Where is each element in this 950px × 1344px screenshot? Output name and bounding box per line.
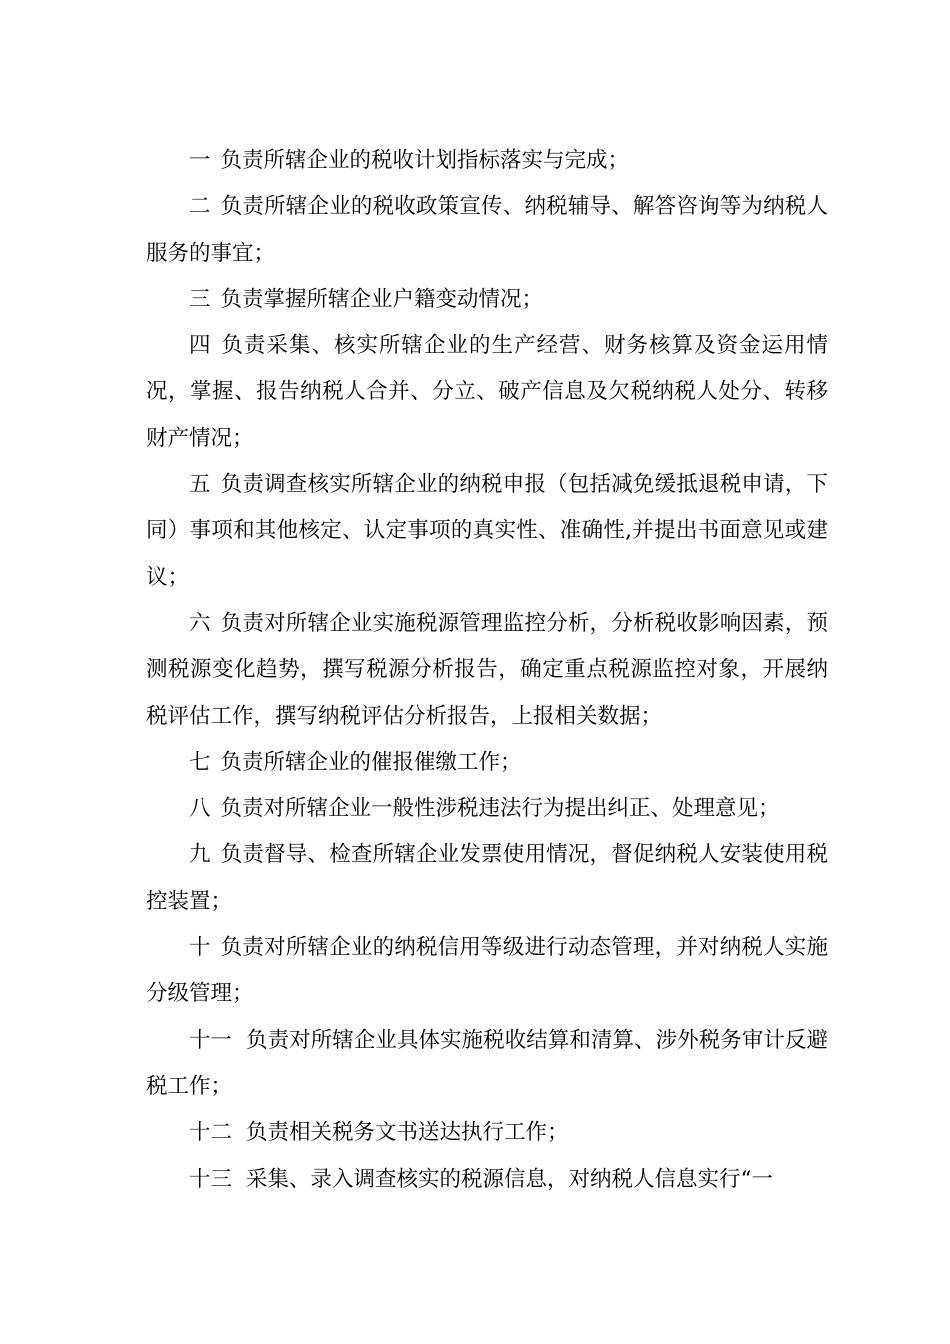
item-text: 负责所辖企业的税收政策宣传、纳税辅导、解答咨询等为纳税人服务的事宜； [146,194,828,266]
list-item [146,1110,828,1156]
item-text: 负责督导、检查所辖企业发票使用情况，督促纳税人安装使用税控装置； [146,842,828,914]
list-item [146,1157,828,1203]
item-number: 一 [189,148,211,173]
item-number: 七 [189,749,211,775]
item-number: 五 [189,472,211,498]
item-text: 负责所辖企业的税收计划指标落实与完成； [220,148,630,173]
item-text: 负责对所辖企业具体实施税收结算和清算、涉外税务审计反避税工作； [146,1027,828,1099]
list-item [146,323,828,462]
item-number: 十 [189,935,211,961]
item-text: 采集、录入调查核实的税源信息，对纳税人信息实行“一 [246,1166,774,1192]
item-number: 八 [189,796,211,822]
list-item [146,740,828,786]
item-text: 负责对所辖企业一般性涉税违法行为提出纠正、处理意见； [220,796,780,822]
item-number: 六 [189,610,211,636]
item-text: 负责掌握所辖企业户籍变动情况； [220,286,544,312]
item-number: 十二 [189,1120,233,1146]
list-item [146,832,828,925]
item-number: 十三 [189,1166,233,1192]
item-text: 负责相关税务文书送达执行工作； [246,1120,569,1146]
list-item [146,601,828,740]
item-text: 负责对所辖企业实施税源管理监控分析，分析税收影响因素，预测税源变化趋势，撰写税源分析报告，确定重点税源监控对象，开展纳税评估工作，撰写纳税评估分析报告，上报相关数据； [146,610,828,729]
list-item [146,462,828,601]
item-number: 四 [189,333,211,359]
list-item [146,184,828,277]
list-item [146,277,828,323]
list-item [146,1018,828,1111]
item-text: 负责所辖企业的催报催缴工作； [220,749,522,775]
item-text: 负责采集、核实所辖企业的生产经营、财务核算及资金运用情况，掌握、报告纳税人合并、分立、破产信息及欠税纳税人处分、转移财产情况； [146,333,828,451]
document-body [146,138,828,1203]
list-item [146,138,828,184]
item-number: 二 [189,194,211,220]
list-item [146,786,828,832]
item-number: 三 [189,286,211,312]
item-text: 负责调查核实所辖企业的纳税申报（包括减免缓抵退税申请，下同）事项和其他核定、认定事项的真实性、准确性,并提出书面意见或建议； [146,472,828,590]
item-text: 负责对所辖企业的纳税信用等级进行动态管理，并对纳税人实施分级管理； [146,935,828,1007]
item-number: 九 [189,842,211,868]
list-item [146,925,828,1018]
item-number: 十一 [189,1027,233,1053]
